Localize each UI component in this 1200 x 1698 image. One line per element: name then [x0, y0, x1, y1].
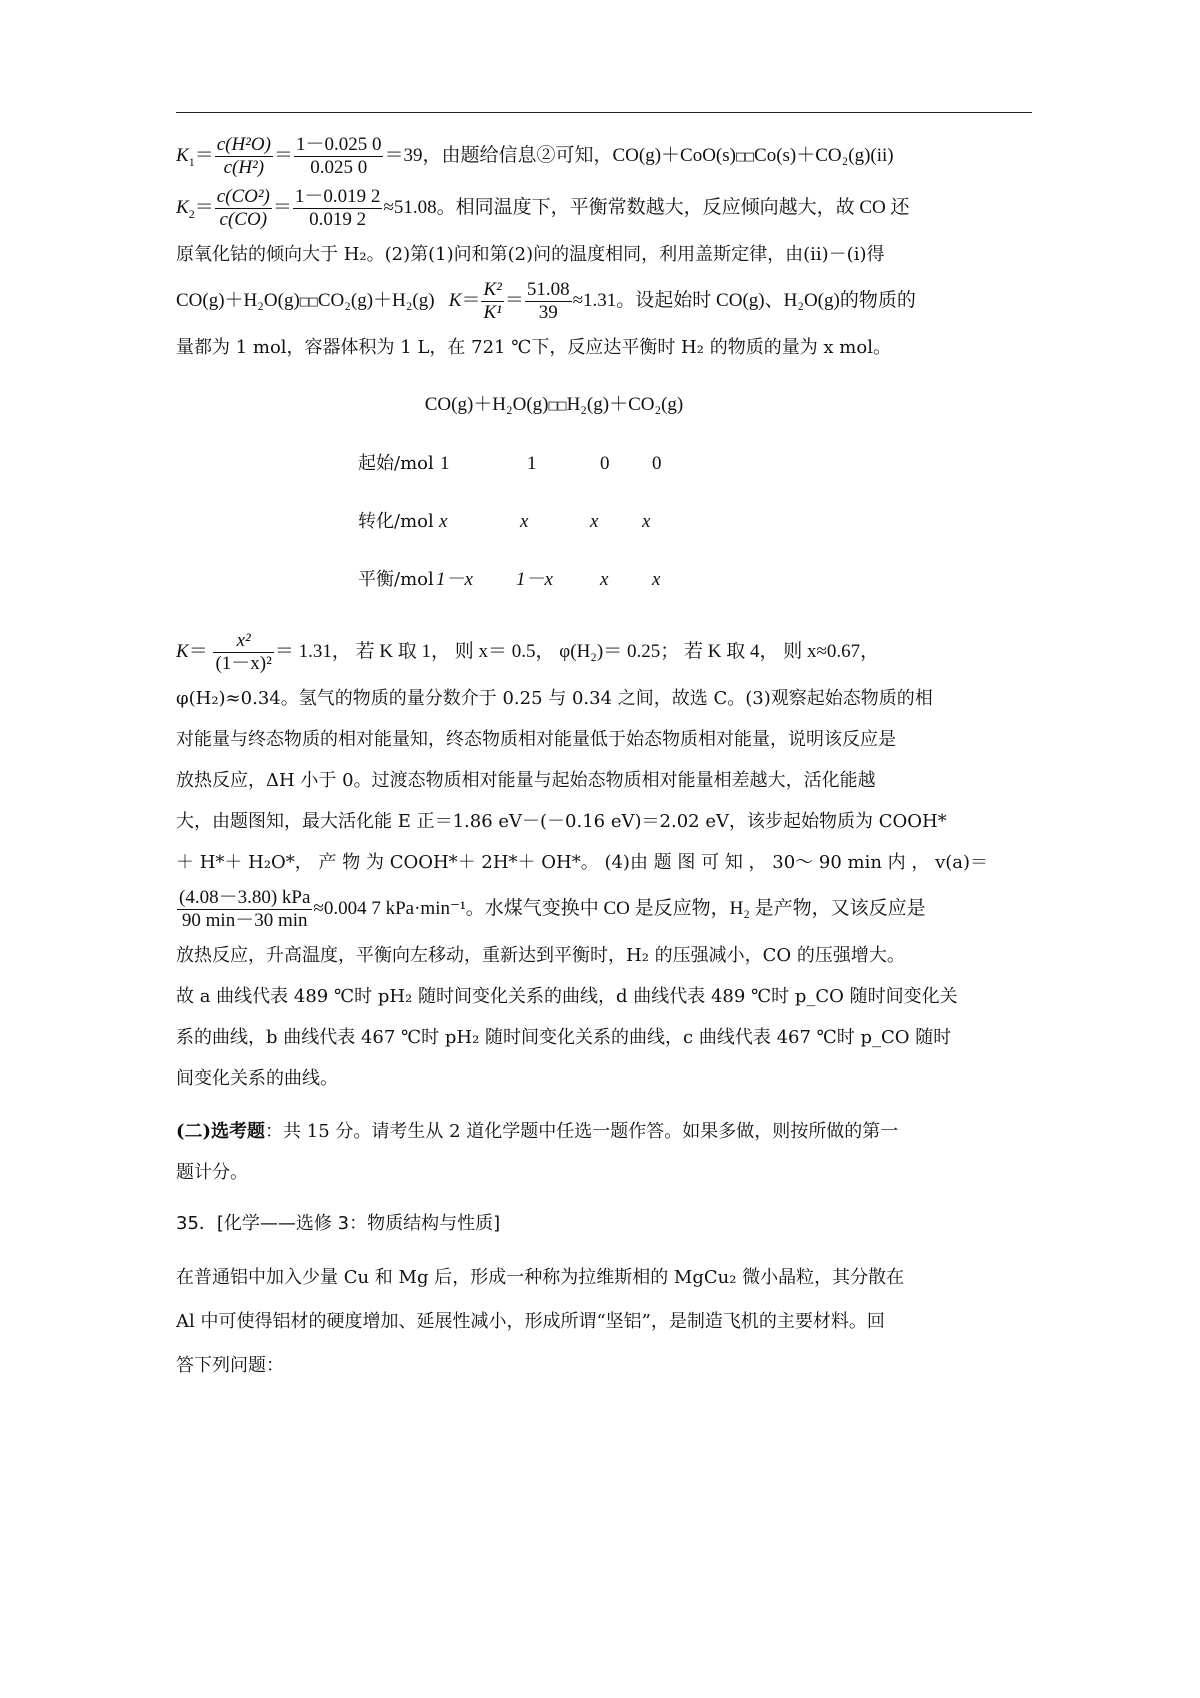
reaction-right: CO₂(g)＋H₂(g) [317, 290, 435, 311]
k1-value-fraction: $\frac{1-0.025 0}{0.025 0}$ [295, 134, 382, 179]
k2-subscript: 2 [188, 206, 195, 221]
k-expression-fraction: $\frac{\text{x²}}{\text{(1－x)²}}$ [215, 630, 272, 675]
equals-sign: ＝ [194, 145, 214, 166]
k-calculation-line [176, 626, 1032, 678]
equals-sign: ＝ [273, 145, 293, 166]
paragraph-line: φ(H₂)≈0.34。氢气的物质的量分数介于 0.25 与 0.34 之间，故选 C。(3)观察起始态物质的相 [176, 688, 933, 709]
k-value-fraction: $\frac{51.08}{39}$ [526, 279, 570, 324]
paragraph-line: 原氧化钴的倾向大于 H₂。(2)第(1)问和第(2)问的温度相同，利用盖斯定律，由(ii)－(i)得 [176, 244, 885, 265]
table-row: 起始/mol 1 1 0 0 [358, 453, 662, 474]
k-equation-line [176, 275, 1032, 327]
equals-sign: ＝ [461, 290, 481, 311]
k-tail-text: ≈1.31。设起始时 CO(g)、H₂O(g)的物质的 [572, 290, 916, 311]
top-rule [176, 112, 1032, 113]
paragraph-line: 放热反应，升高温度，平衡向左移动，重新达到平衡时，H₂ 的压强减小，CO 的压强增大。 [176, 945, 905, 966]
question-line: Al 中可使得铝材的硬度增加、延展性减小，形成所谓“坚铝”，是制造飞机的主要材料。回 [176, 1311, 885, 1332]
paragraph-line: 量都为 1 mol，容器体积为 1 L，在 721 ℃下，反应达平衡时 H₂ 的物质的量为 x mol。 [176, 337, 891, 358]
rate-tail-text: ≈0.004 7 kPa·min⁻¹。水煤气变换中 CO 是反应物，H₂ 是产物，又该反应是 [313, 898, 926, 919]
section-text: ：共 15 分。请考生从 2 道化学题中任选一题作答。如果多做，则按所做的第一 [265, 1121, 899, 1142]
paragraph-line: ＋ H*＋ H₂O*， 产 物 为 COOH*＋ 2H*＋ OH*。 (4)由 题 图 可 知 ， 30～ 90 min 内 ， v(a)＝ [176, 852, 989, 873]
k2-symbol: K [176, 197, 189, 218]
equilibrium-arrow-placeholder: □□ [299, 292, 318, 310]
k-ratio-fraction: $\frac{\text{K²}}{\text{K¹}}$ [483, 279, 502, 324]
question-line: 答下列问题： [176, 1355, 284, 1376]
table-row: 转化/mol x x x x [358, 511, 651, 532]
k2-tail-text: ≈51.08。相同温度下，平衡常数越大，反应倾向越大，故 CO 还 [383, 197, 910, 218]
equilibrium-arrow-placeholder: □□ [548, 396, 567, 414]
document-body [176, 130, 1032, 1388]
table-row: 平衡/mol 1－x 1－x x x [358, 569, 661, 590]
k2-value-fraction: $\frac{1-0.019 2}{0.019 2}$ [294, 186, 381, 231]
reaction-right: H₂(g)＋CO₂(g) [566, 394, 684, 415]
k1-subscript: 1 [188, 154, 195, 169]
k1-tail-text-2: Co(s)＋CO₂(g)(ii) [754, 145, 894, 166]
k1-tail-text: ＝39，由题给信息②可知，CO(g)＋CoO(s) [384, 145, 736, 166]
paragraph-line: 放热反应，ΔH 小于 0。过渡态物质相对能量与起始态物质相对能量相差越大，活化能越 [176, 770, 876, 791]
equilibrium-table [176, 430, 1032, 604]
k-symbol: K [176, 641, 189, 662]
question-line: 在普通铝中加入少量 Cu 和 Mg 后，形成一种称为拉维斯相的 MgCu₂ 微小晶粒，其分散在 [176, 1267, 905, 1288]
reaction-left: CO(g)＋H₂O(g) [176, 290, 300, 311]
paragraph-line: 故 a 曲线代表 489 ℃时 pH₂ 随时间变化关系的曲线，d 曲线代表 489 ℃时 p_CO 随时间变化关 [176, 986, 958, 1007]
paragraph-line: 对能量与终态物质的相对能量知，终态物质相对能量低于始态物质相对能量，说明该反应是 [176, 729, 896, 750]
paragraph-line: 大，由题图知，最大活化能 E 正＝1.86 eV－(－0.16 eV)＝2.02 eV，该步起始物质为 COOH* [176, 811, 947, 832]
k2-fraction: $\frac{\text{c(CO²)}}{c(CO)}$ [216, 186, 270, 231]
paragraph-line: 系的曲线，b 曲线代表 467 ℃时 pH₂ 随时间变化关系的曲线，c 曲线代表 467 ℃时 p_CO 随时 [176, 1027, 952, 1048]
equals-sign: ＝ [194, 197, 214, 218]
equals-sign: ＝ [504, 290, 524, 311]
question-title: 35．[化学——选修 3：物质结构与性质] [176, 1213, 501, 1234]
k-symbol: K [448, 290, 462, 311]
reaction-equation [176, 384, 1032, 426]
k1-equation-line [176, 130, 1032, 182]
k2-equation-line [176, 182, 1032, 234]
equals-sign: ＝ [272, 197, 292, 218]
rate-fraction: $\frac{\text{(4.08－3.80) kPa}}{90 \min-30 \min}$ [179, 887, 311, 932]
rate-calculation-line [176, 883, 1032, 935]
section-heading-line [176, 1111, 1032, 1152]
paragraph-line: 间变化关系的曲线。 [176, 1068, 338, 1089]
reaction-left: CO(g)＋H₂O(g) [424, 394, 549, 415]
equilibrium-arrow-placeholder: □□ [735, 147, 755, 165]
k1-fraction: $\frac{\text{c(H²O)}}{\text{c(H²)}}$ [216, 134, 271, 179]
k1-symbol: K [176, 145, 189, 166]
k-calculation-tail: ＝ 1.31， 若 K 取 1， 则 x＝ 0.5， φ(H₂)＝ 0.25； 若 K 取 4， 则 x≈0.67， [274, 641, 880, 662]
equals-sign: ＝ [188, 641, 208, 662]
section-text-line: 题计分。 [176, 1162, 248, 1183]
section-heading: (二)选考题 [176, 1121, 266, 1142]
